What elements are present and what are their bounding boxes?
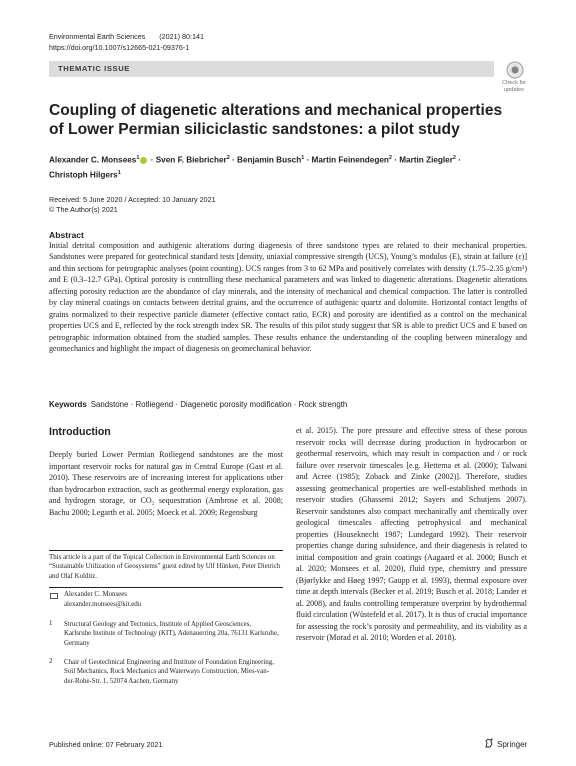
author-affiliation-mark: 2 bbox=[388, 155, 392, 161]
introduction-heading: Introduction bbox=[49, 426, 111, 438]
article-title: Coupling of diagenetic alterations and mechanical properties of Lower Permian siliciclastic sandstones: a pilot study bbox=[49, 102, 503, 138]
publisher-logo-text: Springer bbox=[497, 740, 528, 749]
springer-horse-icon bbox=[484, 738, 494, 748]
affiliation-number: 2 bbox=[49, 658, 53, 665]
copyright: © The Author(s) 2021 bbox=[49, 204, 118, 214]
received-accepted: Received: 5 June 2020 / Accepted: 10 January 2021 bbox=[49, 195, 216, 204]
abstract-text: Initial detrital composition and authigenic alterations during diagenesis of three sandstone types are related to their mechanical properties. Sandstones were prepared for geotechnical standard tests [density, uniaxial compressive strength (UCS), Young’s modulus (E), strain at failure (ε)] and thin sections for petrographic analyses (point counting). UCS ranges from 3 to 62 MPa and positively correlates with density (1.75–2.35 g/cm³) and E (0.3–12.7 GPa). Optical porosity is controlling these mechanical parameters and was linked to diagenetic alterations. Diagenetic alterations affecting porosity reduction are the abundance of clay minerals, and the intensity of mechanical and chemical compaction. The latter is controlled by clay mineral coatings on contacts between detrital grains, and the occurrence of authigenic quartz and dolomite. Horizontal contact lengths of grains normalized to their respective particle diameter (effective contact ratio, ECR) and porosity are identified as a control on the mechanical properties UCS and E, reflected by the rock strength index SR. The results of this pilot study suggest that SR is able to predict UCS and E based on petrographic information obtained from the studied samples. These results enhance the understanding of the coupling between mineralogy and geomechanics and highlight the impact of diagenesis on geomechanical behavior. bbox=[49, 241, 527, 354]
journal-name: Environmental Earth Sciences bbox=[49, 32, 146, 41]
keywords-label: Keywords bbox=[49, 400, 87, 409]
keywords-list: Sandstone · Rotliegend · Diagenetic porosity modification · Rock strength bbox=[90, 400, 348, 409]
affiliation-number: 1 bbox=[49, 620, 53, 627]
author-name[interactable]: Christoph Hilgers bbox=[49, 170, 118, 180]
contact-email[interactable]: alexander.monsees@kit.edu bbox=[64, 601, 142, 608]
contact-name: Alexander C. Monsees bbox=[64, 591, 127, 598]
author-name[interactable]: Sven F. Biebricher bbox=[155, 155, 227, 165]
collection-note: This article is a part of the Topical Collection in Environmental Earth Sciences on “Sustainable Utilization of Geosystems” guest edited by Ulf Hünken, Peter Dietrich and Olaf Kolditz. bbox=[49, 554, 281, 580]
published-date: Published online: 07 February 2021 bbox=[49, 740, 163, 749]
author-affiliation-mark: 1 bbox=[117, 169, 121, 176]
introduction-left-column: Deeply buried Lower Permian Rotliegend sandstones are the most important reservoir rocks for natural gas in Central Europe (Gast et al. 2010). These reservoirs are of increasing interest for applications other than hydrocarbon extraction, such as geothermal energy exploration, gas and hydrogen storage, or CO₂ sequestration (Ambrose et al. 2008; Bachu 2000; Legarth et al. 2005; Moeck et al. 2009; Regensburg bbox=[49, 450, 283, 517]
thematic-issue-band: THEMATIC ISSUE bbox=[49, 61, 494, 77]
author-affiliation-mark: 2 bbox=[226, 155, 230, 161]
abstract-heading: Abstract bbox=[49, 230, 84, 240]
affiliation-text: Structural Geology and Tectonics, Institute of Applied Geosciences, Karlsruhe Institute of Technology (KIT), Adenauerring 20a, 76131 Karlsruhe, Germany bbox=[64, 621, 279, 647]
article-dates bbox=[49, 195, 216, 215]
author-affiliation-mark: 2 bbox=[452, 155, 456, 161]
affiliation-text: Chair of Geotechnical Engineering and Institute of Foundation Engineering, Soil Mechanics, Rock Mechanics and Waterways Construction, Mies-van-der-Rohe-Str. 1, 52074 Aachen, Germany bbox=[64, 659, 274, 685]
envelope-icon bbox=[50, 593, 58, 599]
author-name[interactable]: Alexander C. Monsees bbox=[49, 155, 137, 165]
author-name[interactable]: Martin Feinendegen bbox=[311, 155, 389, 165]
journal-header bbox=[49, 32, 204, 41]
author-affiliation-mark: 1 bbox=[301, 155, 305, 161]
doi-link[interactable]: https://doi.org/10.1007/s12665-021-09376-1 bbox=[49, 43, 190, 52]
divider bbox=[49, 587, 283, 588]
orcid-icon[interactable] bbox=[140, 157, 147, 164]
keywords bbox=[49, 400, 527, 409]
introduction-right-column: et al. 2015). The pore pressure and effective stress of these porous reservoir rocks will decrease during production in hydrocarbon or geothermal reservoirs, which may result in compaction and / or rock failure over reservoir timescales [e.g. Hettema et al. (2000); Talwani and Acree (1985); Zoback and Zinke (2002)]. Therefore, studies assessing geomechanical properties are well-established methods in reservoir studies (Ghassemi 2012; Sayers and Schutjens 2007). Reservoir sandstones also compact mechanically and chemically over geological timescales affecting petrophysical and mechanical properties (Houseknecht 1987; Lundegard 1992). Their reservoir properties change during subsidence, and their diagenesis is related to initial composition and grain coatings (Aagaard et al. 2000; Busch et al. 2020; Monsees et al. 2020), fluid type, chemistry and pressure (Bjørlykke and Høeg 1997; Gaupp et al. 1993), thermal exposure over time at depth intervals (Becker et al. 2019; Busch et al. 2018; Lander et al. 2008), and faults controlling temperature overprint by hydrothermal fluid circulation (Wüstefeld et al. 2017). It is thus of crucial importance for assessing the rock’s porosity and permeability, and its viability as a reservoir (Morad et al. 2010; Worden et al. 2018). bbox=[296, 426, 527, 642]
divider bbox=[49, 550, 283, 551]
crossmark-label: Check for updates bbox=[502, 80, 526, 93]
journal-volume: (2021) 80:141 bbox=[159, 32, 205, 41]
author-name[interactable]: Martin Ziegler bbox=[399, 155, 453, 165]
author-affiliation-mark: 1 bbox=[136, 155, 140, 161]
author-list: Alexander C. Monsees$^1$ · Sven F. Biebricher$^2$ · Benjamin Busch$^1$ · Martin Feinendegen$^2$ · Martin Ziegler$^2$ · Christoph Hilgers$^1$ bbox=[49, 155, 461, 180]
author-name[interactable]: Benjamin Busch bbox=[237, 155, 302, 165]
